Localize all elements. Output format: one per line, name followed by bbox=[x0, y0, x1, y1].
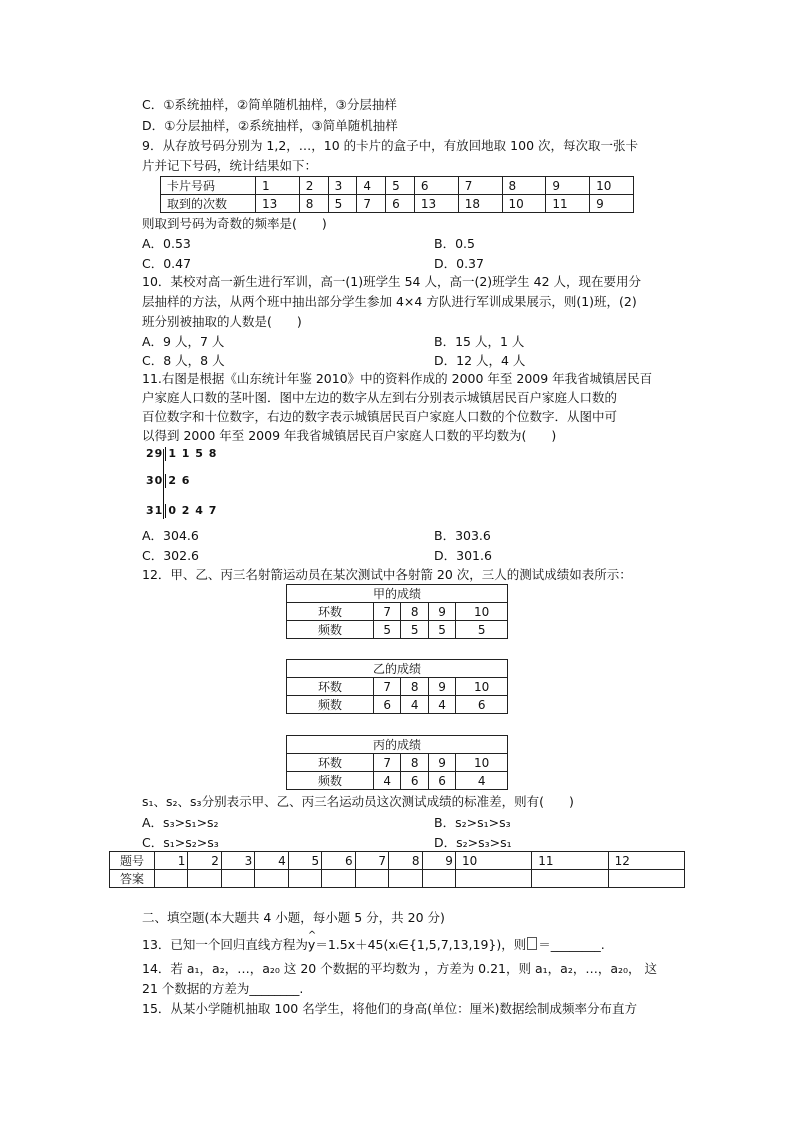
answer-cell[interactable] bbox=[155, 870, 188, 888]
table-title: 甲的成绩 bbox=[287, 585, 508, 603]
q9-question: 则取到号码为奇数的频率是( ) bbox=[142, 216, 327, 231]
answer-cell[interactable] bbox=[608, 870, 684, 888]
answer-cell[interactable] bbox=[288, 870, 321, 888]
question-number: 3 bbox=[221, 852, 254, 870]
table-cell: 10 bbox=[502, 195, 546, 213]
q9-option-d: D．0.37 bbox=[434, 256, 484, 271]
row-label: 环数 bbox=[287, 603, 374, 621]
leaf-values: 0 2 4 7 bbox=[168, 504, 218, 517]
q11-option-b: B．303.6 bbox=[434, 528, 491, 543]
table-cell: 6 bbox=[386, 195, 415, 213]
table-row bbox=[287, 772, 508, 790]
table-cell: 6 bbox=[401, 772, 428, 790]
q12-table-yi bbox=[286, 659, 508, 714]
table-cell: 13 bbox=[414, 195, 458, 213]
row-label: 频数 bbox=[287, 621, 374, 639]
table-row bbox=[161, 177, 634, 195]
table-cell: 8 bbox=[401, 678, 428, 696]
q14-line2: 21 个数据的方差为________. bbox=[142, 981, 304, 996]
table-cell: 5 bbox=[401, 621, 428, 639]
q15-line1: 15．从某小学随机抽取 100 名学生，将他们的身高(单位：厘米)数据绘制成频率分布直方 bbox=[142, 1001, 637, 1016]
table-row bbox=[287, 660, 508, 678]
table-cell: 10 bbox=[456, 678, 508, 696]
answer-row-label: 答案 bbox=[110, 870, 155, 888]
answer-cell[interactable] bbox=[221, 870, 254, 888]
missing-glyph-icon bbox=[527, 937, 537, 950]
q10-option-b: B．15 人，1 人 bbox=[434, 334, 525, 349]
table-cell: 7 bbox=[357, 195, 386, 213]
question-number: 5 bbox=[288, 852, 321, 870]
q9-row2-label: 取到的次数 bbox=[161, 195, 256, 213]
q11-option-d: D．301.6 bbox=[434, 548, 492, 563]
q10-stem-line1: 10．某校对高一新生进行军训，高一(1)班学生 54 人，高一(2)班学生 42 人，现在要用分 bbox=[142, 274, 642, 289]
q10-option-d: D．12 人，4 人 bbox=[434, 353, 526, 368]
table-cell: 4 bbox=[428, 696, 455, 714]
q11-option-a: A．304.6 bbox=[142, 528, 199, 543]
table-cell: 10 bbox=[590, 177, 634, 195]
answer-table bbox=[109, 851, 685, 888]
q11-stem-line3: 百位数字和十位数字，右边的数字表示城镇居民百户家庭人口数的个位数字．从图中可 bbox=[142, 409, 618, 424]
table-row bbox=[110, 870, 685, 888]
q10-option-c: C．8 人，8 人 bbox=[142, 353, 225, 368]
table-row bbox=[287, 754, 508, 772]
row-label: 环数 bbox=[287, 678, 374, 696]
table-cell: 8 bbox=[502, 177, 546, 195]
table-cell: 10 bbox=[456, 754, 508, 772]
stem-value: 29 bbox=[146, 447, 164, 460]
row-label: 频数 bbox=[287, 772, 374, 790]
question-number: 12 bbox=[608, 852, 684, 870]
table-cell: 4 bbox=[374, 772, 401, 790]
q10-option-a: A．9 人，7 人 bbox=[142, 334, 225, 349]
stem-leaf-row bbox=[146, 474, 190, 488]
table-cell: 4 bbox=[357, 177, 386, 195]
table-cell: 6 bbox=[414, 177, 458, 195]
table-row bbox=[287, 603, 508, 621]
q9-row1-label: 卡片号码 bbox=[161, 177, 256, 195]
stem-leaf-row bbox=[146, 504, 217, 518]
table-cell: 9 bbox=[428, 678, 455, 696]
table-cell: 3 bbox=[328, 177, 357, 195]
q12-question: s₁、s₂、s₃分别表示甲、乙、丙三名运动员这次测试成绩的标准差，则有( ) bbox=[142, 794, 574, 809]
table-cell: 2 bbox=[299, 177, 328, 195]
q9-stem-line2: 片并记下号码，统计结果如下： bbox=[142, 158, 318, 173]
table-cell: 7 bbox=[374, 754, 401, 772]
table-cell: 18 bbox=[458, 195, 502, 213]
table-cell: 4 bbox=[456, 772, 508, 790]
q11-stem-line1: 11.右图是根据《山东统计年鉴 2010》中的资料作成的 2000 年至 2009 年我省城镇居民百 bbox=[142, 371, 653, 386]
table-cell: 8 bbox=[401, 754, 428, 772]
stem-value: 30 bbox=[146, 474, 164, 487]
table-row bbox=[287, 736, 508, 754]
q13-end: ＝________. bbox=[538, 937, 605, 952]
answer-cell[interactable] bbox=[455, 870, 531, 888]
question-number: 4 bbox=[255, 852, 288, 870]
stem-value: 31 bbox=[146, 504, 164, 517]
stem-leaf-row bbox=[146, 447, 217, 461]
answer-cell[interactable] bbox=[188, 870, 221, 888]
question-number: 2 bbox=[188, 852, 221, 870]
table-cell: 6 bbox=[374, 696, 401, 714]
stem-leaf-divider bbox=[163, 449, 164, 519]
question-number: 8 bbox=[389, 852, 422, 870]
q12-option-b: B．s₂>s₁>s₃ bbox=[434, 815, 511, 830]
q13-suffix: ＝1.5x＋45(xᵢ∈{1,5,7,13,19})，则 bbox=[315, 937, 527, 952]
question-number: 7 bbox=[355, 852, 388, 870]
table-cell: 4 bbox=[401, 696, 428, 714]
table-row bbox=[287, 696, 508, 714]
question-number: 6 bbox=[322, 852, 355, 870]
q12-stem: 12．甲、乙、丙三名射箭运动员在某次测试中各射箭 20 次，三人的测试成绩如表所示： bbox=[142, 567, 632, 582]
q13-line bbox=[142, 936, 605, 954]
q12-option-d: D．s₂>s₃>s₁ bbox=[434, 835, 512, 850]
table-cell: 9 bbox=[428, 603, 455, 621]
q8-option-d: D．①分层抽样，②系统抽样，③简单随机抽样 bbox=[142, 118, 398, 133]
answer-row-label: 题号 bbox=[110, 852, 155, 870]
answer-cell[interactable] bbox=[255, 870, 288, 888]
table-cell: 7 bbox=[374, 678, 401, 696]
q14-line1: 14．若 a₁，a₂，…，a₂₀ 这 20 个数据的平均数为 ，方差为 0.21，则 a₁，a₂，…，a₂₀， 这 bbox=[142, 961, 657, 976]
table-row bbox=[110, 852, 685, 870]
table-cell: 13 bbox=[256, 195, 300, 213]
q9-stem-line1: 9．从存放号码分别为 1,2，…，10 的卡片的盒子中，有放回地取 100 次，每次取一张卡 bbox=[142, 138, 638, 153]
table-cell: 5 bbox=[328, 195, 357, 213]
q11-stem-line4: 以得到 2000 年至 2009 年我省城镇居民百户家庭人口数的平均数为( ) bbox=[142, 428, 557, 443]
q9-table bbox=[160, 176, 634, 213]
q12-table-jia bbox=[286, 584, 508, 639]
table-row bbox=[287, 621, 508, 639]
row-label: 环数 bbox=[287, 754, 374, 772]
table-cell: 5 bbox=[428, 621, 455, 639]
table-cell: 10 bbox=[456, 603, 508, 621]
q11-option-c: C．302.6 bbox=[142, 548, 200, 563]
question-number: 10 bbox=[455, 852, 531, 870]
table-cell: 7 bbox=[458, 177, 502, 195]
q13-prefix: 13．已知一个回归直线方程为 bbox=[142, 937, 308, 952]
table-cell: 5 bbox=[386, 177, 415, 195]
table-row bbox=[161, 195, 634, 213]
table-row bbox=[287, 678, 508, 696]
question-number: 9 bbox=[422, 852, 455, 870]
table-cell: 8 bbox=[401, 603, 428, 621]
question-number: 11 bbox=[532, 852, 608, 870]
table-cell: 1 bbox=[256, 177, 300, 195]
answer-cell[interactable] bbox=[389, 870, 422, 888]
q11-stem-line2: 户家庭人口数的茎叶图．图中左边的数字从左到右分别表示城镇居民百户家庭人口数的 bbox=[142, 390, 618, 405]
question-number: 1 bbox=[155, 852, 188, 870]
table-row bbox=[287, 585, 508, 603]
leaf-values: 1 1 5 8 bbox=[168, 447, 218, 460]
q12-option-a: A．s₃>s₁>s₂ bbox=[142, 815, 219, 830]
table-cell: 9 bbox=[590, 195, 634, 213]
table-cell: 5 bbox=[456, 621, 508, 639]
answer-cell[interactable] bbox=[532, 870, 608, 888]
row-label: 频数 bbox=[287, 696, 374, 714]
table-cell: 11 bbox=[546, 195, 590, 213]
section-heading: 二、填空题(本大题共 4 小题，每小题 5 分，共 20 分) bbox=[142, 910, 445, 925]
table-title: 乙的成绩 bbox=[287, 660, 508, 678]
table-cell: 8 bbox=[299, 195, 328, 213]
q12-option-c: C．s₁>s₂>s₃ bbox=[142, 835, 219, 850]
answer-cell[interactable] bbox=[322, 870, 355, 888]
answer-cell[interactable] bbox=[355, 870, 388, 888]
answer-cell[interactable] bbox=[422, 870, 455, 888]
q12-table-bing bbox=[286, 735, 508, 790]
table-title: 丙的成绩 bbox=[287, 736, 508, 754]
table-cell: 9 bbox=[428, 754, 455, 772]
table-cell: 5 bbox=[374, 621, 401, 639]
q10-stem-line3: 班分别被抽取的人数是( ) bbox=[142, 314, 302, 329]
q9-option-b: B．0.5 bbox=[434, 236, 475, 251]
q13-yhat: ^ y bbox=[308, 937, 315, 952]
q9-option-a: A．0.53 bbox=[142, 236, 191, 251]
leaf-values: 2 6 bbox=[168, 474, 191, 487]
q9-option-c: C．0.47 bbox=[142, 256, 192, 271]
q10-stem-line2: 层抽样的方法，从两个班中抽出部分学生参加 4×4 方队进行军训成果展示，则(1)班，(2) bbox=[142, 294, 637, 309]
table-cell: 9 bbox=[546, 177, 590, 195]
table-cell: 7 bbox=[374, 603, 401, 621]
table-cell: 6 bbox=[428, 772, 455, 790]
table-cell: 6 bbox=[456, 696, 508, 714]
q8-option-c: C．①系统抽样，②简单随机抽样，③分层抽样 bbox=[142, 97, 397, 112]
